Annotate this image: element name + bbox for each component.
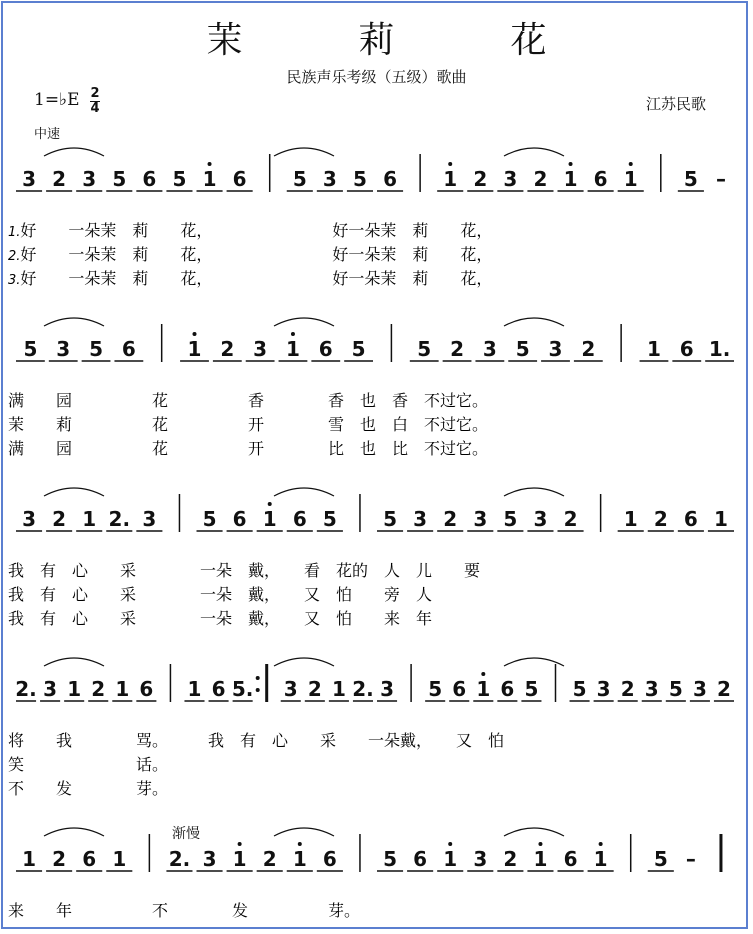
note: 2 bbox=[620, 677, 635, 701]
note: 5 bbox=[417, 337, 432, 361]
note: 1 bbox=[476, 677, 491, 701]
system-5 bbox=[8, 828, 721, 920]
octave-dot bbox=[448, 842, 452, 846]
note: 1 bbox=[232, 847, 247, 871]
note: 1 bbox=[623, 167, 638, 191]
octave-dot bbox=[268, 502, 272, 506]
note: 3 bbox=[56, 337, 71, 361]
slur bbox=[44, 488, 104, 496]
slur bbox=[274, 488, 334, 496]
slur bbox=[44, 148, 104, 156]
lyric-line bbox=[8, 245, 492, 264]
note: – bbox=[685, 847, 696, 871]
note: 2 bbox=[91, 677, 106, 701]
system-4 bbox=[8, 658, 734, 798]
note: 1 bbox=[533, 847, 548, 871]
note: 6 bbox=[413, 847, 428, 871]
note: 1 bbox=[202, 167, 217, 191]
note: 6 bbox=[452, 677, 467, 701]
octave-dot bbox=[599, 842, 603, 846]
lyric-line bbox=[8, 415, 488, 434]
note: 2 bbox=[473, 167, 488, 191]
repeat-dot bbox=[256, 676, 260, 680]
verse-number: 3. bbox=[8, 273, 21, 288]
lyric-text: 满 园 花 开 比 也 比 不过它。 bbox=[8, 439, 489, 458]
note: 3 bbox=[283, 677, 298, 701]
slur bbox=[504, 318, 564, 326]
note: 1 bbox=[112, 847, 127, 871]
lyric-text: 笑 话。 bbox=[8, 755, 169, 774]
note: 6 bbox=[232, 167, 247, 191]
note: 5 bbox=[668, 677, 683, 701]
note: 6 bbox=[679, 337, 694, 361]
note: 1 bbox=[331, 677, 346, 701]
note: 3 bbox=[473, 847, 488, 871]
octave-dot bbox=[298, 842, 302, 846]
lyric-line bbox=[8, 731, 504, 750]
lyric-text: 茉 莉 花 开 雪 也 白 不过它。 bbox=[8, 415, 489, 434]
note: 1 bbox=[593, 847, 608, 871]
note: 2. bbox=[168, 847, 191, 871]
lyric-line bbox=[8, 221, 492, 240]
verse-number: 2. bbox=[8, 249, 21, 264]
lyric-line bbox=[8, 755, 168, 774]
lyric-text: 不 发 芽。 bbox=[8, 779, 169, 798]
slur bbox=[504, 828, 564, 836]
octave-dot bbox=[448, 162, 452, 166]
note: 5 bbox=[292, 167, 307, 191]
note: 3 bbox=[413, 507, 428, 531]
song-source: 江苏民歌 bbox=[646, 95, 707, 113]
note: 2 bbox=[717, 677, 731, 701]
note: 2 bbox=[220, 337, 235, 361]
system-3 bbox=[8, 488, 734, 628]
octave-dot bbox=[538, 842, 542, 846]
lyric-line bbox=[8, 609, 432, 628]
note: 3 bbox=[253, 337, 268, 361]
lyric-line bbox=[8, 269, 492, 288]
key-signature: 1=♭E bbox=[34, 90, 80, 110]
note: 5 bbox=[383, 847, 398, 871]
lyric-text: 我 有 心 采 一朵 戴， 又 怕 旁 人 bbox=[8, 585, 433, 604]
note: 6 bbox=[292, 507, 307, 531]
octave-dot bbox=[569, 162, 573, 166]
note: 3 bbox=[503, 167, 518, 191]
note: 3 bbox=[322, 167, 337, 191]
note: 5. bbox=[231, 677, 254, 701]
note: 2 bbox=[533, 167, 548, 191]
note: 2. bbox=[352, 677, 374, 701]
lyric-text: 好 一朵茉 莉 花， 好一朵茉 莉 花， bbox=[20, 221, 493, 240]
lyric-text: 我 有 心 采 一朵 戴， 看 花的 人 儿 要 bbox=[8, 561, 481, 580]
note: 1 bbox=[22, 847, 37, 871]
note: 5 bbox=[202, 507, 217, 531]
meter-bottom: 4 bbox=[90, 101, 100, 116]
note: 3 bbox=[548, 337, 563, 361]
note: 5 bbox=[89, 337, 104, 361]
song-subtitle: 民族声乐考级（五级）歌曲 bbox=[286, 68, 467, 86]
slur bbox=[274, 828, 334, 836]
note: 2. bbox=[15, 677, 37, 701]
note: 5 bbox=[322, 507, 337, 531]
note: 3 bbox=[22, 167, 37, 191]
slur bbox=[44, 828, 104, 836]
note: 3 bbox=[22, 507, 37, 531]
note: – bbox=[715, 167, 726, 191]
note: 5 bbox=[515, 337, 530, 361]
system-2 bbox=[8, 318, 734, 458]
note: 6 bbox=[683, 507, 698, 531]
note: 3 bbox=[202, 847, 217, 871]
note: 2 bbox=[563, 507, 578, 531]
note: 6 bbox=[322, 847, 337, 871]
octave-dot bbox=[481, 672, 485, 676]
note: 2 bbox=[52, 507, 67, 531]
slur bbox=[504, 488, 564, 496]
song-title: 茉 莉 花 bbox=[206, 20, 587, 61]
note: 3 bbox=[473, 507, 488, 531]
slur bbox=[504, 148, 564, 156]
note: 5 bbox=[428, 677, 443, 701]
note: 2 bbox=[653, 507, 668, 531]
note: 1 bbox=[187, 677, 202, 701]
note: 6 bbox=[211, 677, 226, 701]
note: 3 bbox=[644, 677, 659, 701]
lyric-line bbox=[8, 779, 168, 798]
lyric-text: 来 年 不 发 芽。 bbox=[8, 901, 361, 920]
note: 2 bbox=[450, 337, 465, 361]
note: 1 bbox=[443, 847, 458, 871]
note: 1 bbox=[646, 337, 661, 361]
ritardando-mark: 渐慢 bbox=[172, 826, 200, 842]
lyric-line bbox=[8, 901, 360, 920]
note: 5 bbox=[653, 847, 668, 871]
octave-dot bbox=[193, 332, 197, 336]
lyric-text: 将 我 骂。 我 有 心 采 一朵戴， 又 怕 bbox=[8, 731, 505, 750]
lyric-line bbox=[8, 391, 488, 410]
note: 6 bbox=[318, 337, 333, 361]
lyric-line bbox=[8, 585, 432, 604]
note: 5 bbox=[683, 167, 698, 191]
note: 5 bbox=[572, 677, 587, 701]
note: 6 bbox=[139, 677, 154, 701]
slur bbox=[44, 318, 104, 326]
note: 1 bbox=[285, 337, 300, 361]
note: 1 bbox=[443, 167, 458, 191]
repeat-dot bbox=[256, 688, 260, 692]
slur bbox=[274, 318, 334, 326]
note: 2. bbox=[108, 507, 131, 531]
slur bbox=[274, 658, 334, 666]
slur bbox=[44, 658, 104, 666]
note: 5 bbox=[172, 167, 187, 191]
note: 2 bbox=[503, 847, 518, 871]
note: 2 bbox=[581, 337, 596, 361]
note: 6 bbox=[142, 167, 157, 191]
note: 6 bbox=[232, 507, 247, 531]
note: 6 bbox=[593, 167, 608, 191]
note: 6 bbox=[383, 167, 398, 191]
note: 6 bbox=[500, 677, 515, 701]
note: 5 bbox=[112, 167, 127, 191]
lyric-text: 我 有 心 采 一朵 戴， 又 怕 来 年 bbox=[8, 609, 433, 628]
note: 2 bbox=[52, 167, 67, 191]
note: 2 bbox=[307, 677, 322, 701]
note: 5 bbox=[383, 507, 398, 531]
note: 5 bbox=[524, 677, 539, 701]
note: 6 bbox=[121, 337, 136, 361]
note: 3 bbox=[482, 337, 497, 361]
note: 2 bbox=[262, 847, 277, 871]
note: 5 bbox=[23, 337, 38, 361]
note: 6 bbox=[82, 847, 97, 871]
note: 5 bbox=[503, 507, 518, 531]
octave-dot bbox=[238, 842, 242, 846]
lyric-line bbox=[8, 561, 480, 580]
octave-dot bbox=[208, 162, 212, 166]
note: 6 bbox=[563, 847, 578, 871]
lyric-text: 满 园 花 香 香 也 香 不过它。 bbox=[8, 391, 489, 410]
note: 1 bbox=[713, 507, 728, 531]
note: 3 bbox=[596, 677, 611, 701]
octave-dot bbox=[629, 162, 633, 166]
note: 3 bbox=[692, 677, 707, 701]
note: 1 bbox=[82, 507, 97, 531]
note: 3 bbox=[43, 677, 58, 701]
note: 1. bbox=[708, 337, 731, 361]
note: 1 bbox=[623, 507, 638, 531]
note: 3 bbox=[533, 507, 548, 531]
note: 5 bbox=[352, 167, 367, 191]
tempo-mark: 中速 bbox=[34, 127, 61, 142]
system-1 bbox=[8, 148, 726, 288]
note: 1 bbox=[262, 507, 277, 531]
note: 1 bbox=[187, 337, 202, 361]
slur bbox=[274, 148, 334, 156]
note: 3 bbox=[82, 167, 97, 191]
lyric-text: 好 一朵茉 莉 花， 好一朵茉 莉 花， bbox=[20, 245, 493, 264]
note: 2 bbox=[443, 507, 458, 531]
lyric-line bbox=[8, 439, 488, 458]
note: 2 bbox=[52, 847, 67, 871]
note: 1 bbox=[292, 847, 307, 871]
verse-number: 1. bbox=[8, 225, 21, 240]
note: 1 bbox=[67, 677, 82, 701]
octave-dot bbox=[291, 332, 295, 336]
meter-top: 2 bbox=[90, 86, 100, 101]
note: 5 bbox=[351, 337, 366, 361]
note: 1 bbox=[115, 677, 130, 701]
note: 1 bbox=[563, 167, 578, 191]
note: 3 bbox=[142, 507, 157, 531]
lyric-text: 好 一朵茉 莉 花， 好一朵茉 莉 花， bbox=[20, 269, 493, 288]
note: 3 bbox=[380, 677, 394, 701]
